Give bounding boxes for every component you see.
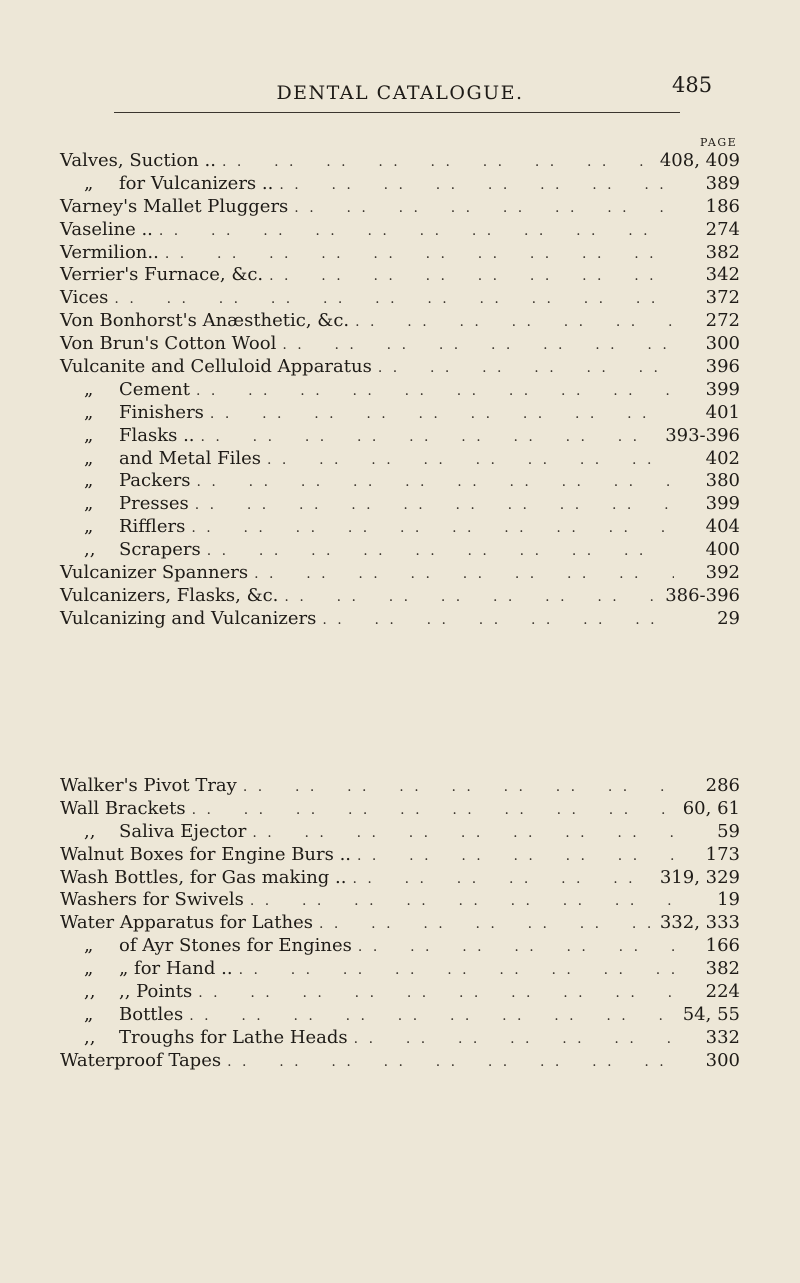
- entry-text: Vulcanite and Celluloid Apparatus: [60, 356, 372, 378]
- ditto-mark: ,,: [84, 981, 96, 1003]
- index-entry: [60, 402, 740, 425]
- dot-leader: [196, 380, 674, 403]
- entry-label: [60, 150, 216, 173]
- entry-label: [60, 402, 204, 425]
- entry-label: [60, 264, 263, 287]
- index-entry: [60, 775, 740, 798]
- entry-page: 300: [705, 1049, 740, 1071]
- entry-text: and Metal Files: [119, 447, 261, 469]
- entry-text: Von Brun's Cotton Wool: [60, 333, 277, 355]
- ditto-mark: „: [84, 493, 94, 515]
- index-entry: [60, 173, 740, 196]
- entry-label: [60, 333, 276, 356]
- entry-page: 396: [705, 356, 740, 378]
- dot-leader: [189, 1005, 674, 1028]
- ditto-mark: „: [84, 516, 94, 538]
- dot-leader: [254, 563, 674, 586]
- ditto-mark: „: [84, 447, 94, 469]
- entry-page: 272: [705, 310, 740, 332]
- entry-page: 393-396: [665, 424, 740, 446]
- entry-page: 392: [705, 562, 740, 584]
- entry-text: Wash Bottles, for Gas making ..: [60, 866, 347, 888]
- index-section-w: [60, 775, 740, 1073]
- dot-leader: [357, 845, 674, 868]
- entry-label: [60, 516, 185, 539]
- dot-leader: [114, 288, 674, 311]
- dot-leader: [239, 959, 674, 982]
- entry-label: [60, 981, 192, 1004]
- entry-label: [60, 493, 189, 516]
- dot-leader: [378, 357, 674, 380]
- entry-label: [60, 1027, 348, 1050]
- dot-leader: [192, 799, 674, 822]
- page-column-label: PAGE: [700, 136, 738, 149]
- entry-text: Verrier's Furnace, &c.: [60, 264, 264, 286]
- entry-label: [60, 379, 190, 402]
- entry-text: Vulcanizer Spanners: [60, 562, 249, 584]
- entry-page: 300: [705, 333, 740, 355]
- dot-leader: [159, 220, 674, 243]
- index-entry: [60, 608, 740, 631]
- entry-text: Presses: [119, 493, 189, 515]
- entry-page: 19: [717, 889, 740, 911]
- entry-text: Finishers: [119, 401, 204, 423]
- dot-leader: [355, 311, 674, 334]
- entry-label: [60, 821, 246, 844]
- index-entry: [60, 379, 740, 402]
- entry-label: [60, 1004, 183, 1027]
- index-entry: [60, 1004, 740, 1027]
- index-entry: [60, 196, 740, 219]
- dot-leader: [191, 517, 674, 540]
- entry-label: [60, 219, 153, 242]
- entry-label: [60, 585, 278, 608]
- ditto-mark: „: [84, 470, 94, 492]
- entry-text: Waterproof Tapes: [60, 1049, 222, 1071]
- page-title: DENTAL CATALOGUE.: [276, 82, 524, 104]
- dot-leader: [358, 936, 674, 959]
- entry-text: Vaseline ..: [60, 218, 153, 240]
- ditto-mark: ,,: [84, 820, 96, 842]
- entry-label: [60, 425, 195, 448]
- ditto-mark: „: [84, 424, 94, 446]
- ditto-mark: „: [84, 378, 94, 400]
- index-entry: [60, 821, 740, 844]
- entry-text: Vulcanizing and Vulcanizers: [60, 607, 317, 629]
- entry-text: Packers: [119, 470, 191, 492]
- index-entry: [60, 562, 740, 585]
- entry-text: Walnut Boxes for Engine Burs ..: [60, 843, 352, 865]
- entry-text: Walker's Pivot Tray: [60, 775, 237, 796]
- entry-page: 408, 409: [659, 150, 740, 171]
- entry-label: [60, 912, 313, 935]
- entry-text: „ for Hand ..: [119, 958, 233, 980]
- dot-leader: [198, 982, 674, 1005]
- entry-page: 29: [717, 607, 740, 629]
- index-section-v: [60, 150, 740, 631]
- entry-text: Von Bonhorst's Anæsthetic, &c.: [60, 310, 350, 332]
- entry-text: Washers for Swivels: [60, 889, 244, 911]
- entry-label: [60, 173, 273, 196]
- entry-text: for Vulcanizers ..: [119, 172, 274, 194]
- entry-label: [60, 562, 248, 585]
- entry-page: 186: [705, 195, 740, 217]
- index-entry: [60, 516, 740, 539]
- ditto-mark: „: [84, 401, 94, 423]
- entry-page: 372: [705, 287, 740, 309]
- index-entry: [60, 287, 740, 310]
- index-entry: [60, 539, 740, 562]
- entry-label: [60, 448, 261, 471]
- entry-page: 382: [705, 958, 740, 980]
- entry-page: 402: [705, 447, 740, 469]
- entry-text: Scrapers: [119, 539, 201, 561]
- entry-text: Vulcanizers, Flasks, &c.: [60, 584, 279, 606]
- index-entry: [60, 425, 740, 448]
- index-entry: [60, 912, 740, 935]
- entry-text: Cement: [119, 378, 190, 400]
- dot-leader: [195, 494, 674, 517]
- index-entry: [60, 219, 740, 242]
- entry-text: Varney's Mallet Pluggers: [60, 195, 289, 217]
- dot-leader: [322, 609, 674, 632]
- dot-leader: [354, 1028, 674, 1051]
- entry-page: 319, 329: [659, 866, 740, 888]
- entry-label: [60, 867, 346, 890]
- ditto-mark: „: [84, 1003, 94, 1025]
- dot-leader: [319, 913, 654, 936]
- entry-text: Bottles: [119, 1003, 184, 1025]
- entry-page: 386-396: [665, 584, 740, 606]
- entry-page: 166: [705, 935, 740, 957]
- dot-leader: [269, 265, 674, 288]
- entry-label: [60, 310, 349, 333]
- entry-page: 342: [705, 264, 740, 286]
- entry-text: Troughs for Lathe Heads: [119, 1026, 348, 1048]
- entry-page: 332: [705, 1026, 740, 1048]
- index-entry: [60, 981, 740, 1004]
- index-entry: [60, 333, 740, 356]
- entry-page: 59: [717, 820, 740, 842]
- entry-page: 404: [705, 516, 740, 538]
- dot-leader: [207, 540, 674, 563]
- dot-leader: [267, 449, 674, 472]
- entry-label: [60, 470, 191, 493]
- entry-page: 60, 61: [682, 797, 740, 819]
- entry-label: [60, 196, 288, 219]
- entry-text: Water Apparatus for Lathes: [60, 912, 314, 934]
- entry-text: Saliva Ejector: [119, 820, 247, 842]
- dot-leader: [165, 243, 674, 266]
- dot-leader: [352, 868, 653, 891]
- index-entry: [60, 798, 740, 821]
- dot-leader: [210, 403, 674, 426]
- ditto-mark: ,,: [84, 539, 96, 561]
- index-entry: [60, 889, 740, 912]
- entry-label: [60, 608, 316, 631]
- entry-label: [60, 539, 201, 562]
- entry-page: 389: [705, 172, 740, 194]
- entry-page: 380: [705, 470, 740, 492]
- index-entry: [60, 264, 740, 287]
- index-entry: [60, 493, 740, 516]
- entry-page: 399: [705, 378, 740, 400]
- index-entry: [60, 356, 740, 379]
- entry-page: 54, 55: [682, 1003, 740, 1025]
- entry-page: 274: [705, 218, 740, 240]
- index-entry: [60, 242, 740, 265]
- dot-leader: [201, 426, 660, 449]
- ditto-mark: ,,: [84, 1026, 96, 1048]
- entry-text: Flasks ..: [119, 424, 195, 446]
- entry-text: Valves, Suction ..: [60, 150, 216, 171]
- ditto-mark: „: [84, 935, 94, 957]
- entry-label: [60, 775, 237, 798]
- index-entry: [60, 844, 740, 867]
- entry-label: [60, 356, 372, 379]
- index-entry: [60, 1050, 740, 1073]
- entry-text: Rifflers: [119, 516, 186, 538]
- entry-label: [60, 287, 108, 310]
- dot-leader: [197, 471, 674, 494]
- ditto-mark: „: [84, 172, 94, 194]
- entry-page: 401: [705, 401, 740, 423]
- entry-page: 286: [705, 775, 740, 796]
- index-entry: [60, 448, 740, 471]
- dot-leader: [282, 334, 674, 357]
- dot-leader: [243, 776, 674, 799]
- entry-label: [60, 242, 159, 265]
- entry-page: 332, 333: [659, 912, 740, 934]
- dot-leader: [222, 151, 654, 174]
- entry-text: of Ayr Stones for Engines: [119, 935, 352, 957]
- page-number: 485: [672, 73, 713, 97]
- entry-label: [60, 958, 233, 981]
- entry-page: 399: [705, 493, 740, 515]
- dot-leader: [250, 890, 674, 913]
- entry-page: 224: [705, 981, 740, 1003]
- entry-text: Vermilion..: [60, 241, 159, 263]
- entry-text: Vices: [60, 287, 109, 309]
- entry-page: 382: [705, 241, 740, 263]
- index-entry: [60, 958, 740, 981]
- entry-label: [60, 798, 186, 821]
- dot-leader: [294, 197, 674, 220]
- index-entry: [60, 585, 740, 608]
- entry-label: [60, 935, 352, 958]
- entry-label: [60, 1050, 221, 1073]
- entry-page: 173: [705, 843, 740, 865]
- dot-leader: [227, 1051, 674, 1074]
- entry-label: [60, 889, 244, 912]
- header-rule: [114, 112, 680, 113]
- index-entry: [60, 310, 740, 333]
- index-entry: [60, 150, 740, 173]
- index-entry: [60, 470, 740, 493]
- dot-leader: [252, 822, 674, 845]
- entry-text: Wall Brackets: [60, 797, 186, 819]
- entry-page: 400: [705, 539, 740, 561]
- entry-text: ,, Points: [119, 981, 193, 1003]
- index-entry: [60, 935, 740, 958]
- entry-label: [60, 844, 351, 867]
- ditto-mark: „: [84, 958, 94, 980]
- dot-leader: [279, 174, 674, 197]
- dot-leader: [284, 586, 659, 609]
- index-entry: [60, 1027, 740, 1050]
- index-entry: [60, 867, 740, 890]
